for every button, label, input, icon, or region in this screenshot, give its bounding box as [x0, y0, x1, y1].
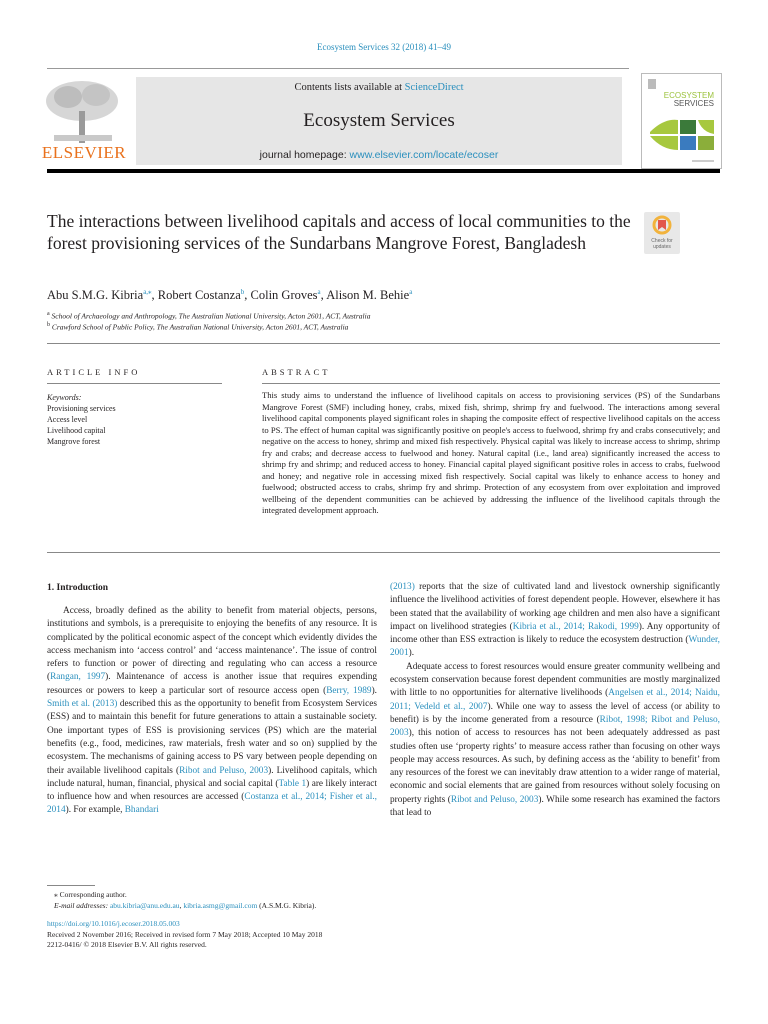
- keyword: Access level: [47, 415, 88, 424]
- journal-citation-link[interactable]: Ecosystem Services 32 (2018) 41–49: [317, 42, 451, 52]
- body-text: reports that the size of cultivated land and livestock ownership significantly influence the livelihood activities of forest dependent people. However, elsewhere it has been stated that the availability of working age children and men also have a significant impact on livelihood strategies (: [390, 582, 720, 632]
- body-text: ).: [408, 648, 415, 659]
- copyright-notice: 2212-0416/ © 2018 Elsevier B.V. All rights reserved.: [47, 940, 207, 949]
- author-affiliation-mark[interactable]: a: [409, 288, 413, 296]
- body-paragraph: [390, 581, 720, 661]
- affiliation: [47, 322, 348, 332]
- keywords-label: Keywords:: [47, 393, 82, 402]
- footnote-divider: [47, 885, 95, 886]
- body-text: ). For example,: [65, 805, 125, 816]
- section-divider: [47, 343, 720, 344]
- contents-available-line: [136, 82, 622, 93]
- body-text: ). Livelihood capitals, which include natural, human, financial, physical and social capital (: [47, 765, 377, 789]
- author-affiliation-mark[interactable]: b: [240, 288, 245, 296]
- author-name[interactable]: Robert Costanza: [157, 288, 241, 303]
- doi-link[interactable]: https://doi.org/10.1016/j.ecoser.2018.05.003: [47, 919, 180, 928]
- affiliation-mark: b: [47, 322, 50, 328]
- body-text: ). While one way to assess the level of access (or ability to benefit) is by the income generated from a resource (: [390, 701, 721, 725]
- body-paragraph: [390, 661, 720, 821]
- article-title: The interactions between livelihood capitals and access of local communities to the forest provisioning services of the Sundarbans Mangrove Forest, Bangladesh: [47, 211, 631, 253]
- body-column-left: [47, 605, 377, 818]
- affiliation-mark: a: [47, 311, 50, 317]
- abstract-bottom-divider: [47, 552, 720, 553]
- author-separator: ,: [320, 288, 327, 303]
- abstract-text: This study aims to understand the influence of livelihood capitals on access to provisioning services (PS) of the Sundarbans Mangrove Forest (SMF) including honey, crabs, mixed fish, shrimp, shrimp fry and fuelwood. The interactions among several livelihood capital components played significant roles in shaping the composite effect of respective livelihood capitals on the access to PS. The effect of human capital was significantly positive on people's access to fuelwood, shrimp fry and crabs consecutively; and negative on the access to honey, shrimp and mixed fish respectively. Physical capital was likely to increase access to shrimp, shrimp fry and crabs; and decrease access to fuelwood and honey. Natural capital (i.e., land area) significantly increased the access to shrimp fry and shrimp; and reduced access to honey. Financial capital played significant positive roles in access to crabs, fuelwood and honey; and negative role in accessing mixed fish respectively. Social capital was likely to enhance access to honey and fuelwood; obstructed access to crabs, shrimp fry and shrimp. Protection of any ecosystem from over exploitation and improved wellbeing of the dependent communities can be achieved by addressing the influence of the livelihood capitals through the integrated development approach.: [262, 390, 720, 515]
- email-label: E-mail addresses:: [54, 901, 109, 910]
- author-separator: ,: [151, 288, 158, 303]
- citation-link[interactable]: Angelsen et al., 2014; Naidu, 2011; Vedeld et al., 2007: [390, 688, 720, 712]
- body-text: Adequate access to forest resources would ensure greater community wellbeing and ecosystem conservation because forest dependent communities are mostly marginalized with little to no opportunities for alternative livelihoods (: [390, 661, 720, 699]
- citation-link[interactable]: Rangan, 1997: [50, 672, 106, 683]
- affiliation-text: School of Archaeology and Anthropology, The Australian National University, Acton 2601, ACT, Australia: [51, 311, 371, 321]
- citation-link[interactable]: Berry, 1989: [326, 685, 372, 696]
- cover-title-line2: SERVICES: [673, 99, 714, 108]
- check-for-updates-button[interactable]: [644, 212, 680, 254]
- citation-link[interactable]: Costanza et al., 2014; Fisher et al., 2014: [47, 792, 377, 816]
- table-reference-link[interactable]: Table 1: [278, 778, 307, 789]
- elsevier-wordmark: ELSEVIER: [41, 143, 127, 162]
- author-affiliation-mark[interactable]: a,⁎: [143, 288, 152, 296]
- author-list: [47, 288, 412, 303]
- body-text: ).: [371, 685, 377, 696]
- journal-homepage-link[interactable]: www.elsevier.com/locate/ecoser: [349, 149, 499, 161]
- abstract-heading: ABSTRACT: [262, 367, 331, 377]
- introduction-heading: 1. Introduction: [47, 583, 109, 593]
- corresponding-author-footnote: [54, 889, 316, 911]
- author-separator: ,: [244, 288, 251, 303]
- author-name[interactable]: Colin Groves: [250, 288, 318, 303]
- keywords-list: [47, 392, 116, 447]
- article-info-divider: [47, 383, 222, 384]
- body-text: ). While some research has examined the factors that lead to: [390, 794, 720, 819]
- body-paragraph: [47, 605, 377, 818]
- citation-link[interactable]: Ribot, 1998; Ribot and Peluso, 2003: [390, 714, 720, 739]
- cover-title-line1: ECOSYSTEM: [663, 91, 714, 100]
- homepage-prefix: journal homepage:: [259, 149, 350, 161]
- body-column-right: [390, 581, 720, 820]
- sciencedirect-link[interactable]: ScienceDirect: [404, 82, 464, 93]
- body-text: ). Any opportunity of income other than ESS extraction is likely to reduce the ecosystem destruction (: [390, 621, 720, 646]
- publication-info: [47, 919, 322, 951]
- citation-link[interactable]: Bhandari: [124, 805, 159, 816]
- citation-link[interactable]: Ribot and Peluso, 2003: [450, 794, 539, 805]
- keyword: Provisioning services: [47, 404, 116, 413]
- journal-cover-thumbnail[interactable]: [641, 73, 722, 169]
- author-name[interactable]: Abu S.M.G. Kibria: [47, 288, 144, 303]
- journal-title: Ecosystem Services: [303, 110, 455, 131]
- email-owner: (A.S.M.G. Kibria).: [257, 901, 317, 910]
- citation-link[interactable]: Ribot and Peluso, 2003: [179, 765, 269, 776]
- masthead-bottom-rule: [47, 169, 720, 173]
- body-text: described this as the opportunity to benefit from Ecosystem Services (ESS) and to maintain this benefit for future generations to attain a sustainable society. One important types of ESS is provisioning services (PS) which are the material benefits (e.g., food, medicines, raw materials, fresh water and so on) supplied by the ecosystem. The mechanisms of gaining access to PS vary between people depending on their available livelihood capitals (: [47, 699, 378, 776]
- citation-link[interactable]: Wunder, 2001: [390, 635, 720, 659]
- keyword: Livelihood capital: [47, 426, 106, 435]
- body-text: Access, broadly defined as the ability to benefit from material objects, persons, institutions and symbols, is a prerequisite to enjoying the benefits of any resource. It is complicated by the political economic aspect of the concept which evidently divides the access mechanism into ‘access control’ and ‘access maintenance’. The issue of control refers to function or power of directing and regulating who can access a resource (: [47, 606, 377, 683]
- citation-link[interactable]: (2013): [390, 582, 415, 592]
- article-history: Received 2 November 2016; Received in revised form 7 May 2018; Accepted 10 May 2018: [47, 929, 323, 939]
- abstract-divider: [262, 383, 720, 384]
- crossmark-label-1: Check for: [651, 238, 673, 244]
- email-link[interactable]: kibria.asmg@gmail.com: [183, 901, 258, 910]
- email-separator: ,: [179, 901, 184, 910]
- body-text: ). Maintenance of access is another issue that requires expending resources or powers to keep a particular sort of resource access open (: [47, 672, 377, 696]
- citation-link[interactable]: Kibria et al., 2014; Rakodi, 1999: [512, 621, 639, 632]
- author-name[interactable]: Alison M. Behie: [326, 288, 410, 303]
- affiliation-text: Crawford School of Public Policy, The Australian National University, Acton 2601, ACT, Australia: [51, 322, 349, 332]
- citation-link[interactable]: Smith et al. (2013): [47, 699, 118, 710]
- affiliation: [47, 311, 370, 321]
- body-text: ), this notion of access to resources has not been adequately addressed as past studies often use ‘property rights’ to measure access rather than focusing on other ways people may access resources. As such, by defining access as the ‘ability to benefit’ from any resources of the forest we can inevitably draw attention to a wider range of material, economic and social elements that are gained from resources without solely focusing on property rights (: [390, 728, 720, 805]
- corresponding-author-note: ⁎ Corresponding author.: [54, 890, 127, 899]
- keyword: Mangrove forest: [47, 437, 101, 446]
- author-affiliation-mark[interactable]: a: [317, 288, 321, 296]
- contents-prefix: Contents lists available at: [294, 82, 405, 93]
- header-divider: [47, 68, 629, 69]
- journal-homepage-line: [136, 149, 622, 161]
- article-info-heading: ARTICLE INFO: [47, 367, 141, 377]
- crossmark-label-2: updates: [653, 244, 671, 250]
- body-text: ) are likely interact to influence how and when resources are accessed (: [47, 778, 377, 803]
- email-link[interactable]: abu.kibria@anu.edu.au: [109, 901, 180, 910]
